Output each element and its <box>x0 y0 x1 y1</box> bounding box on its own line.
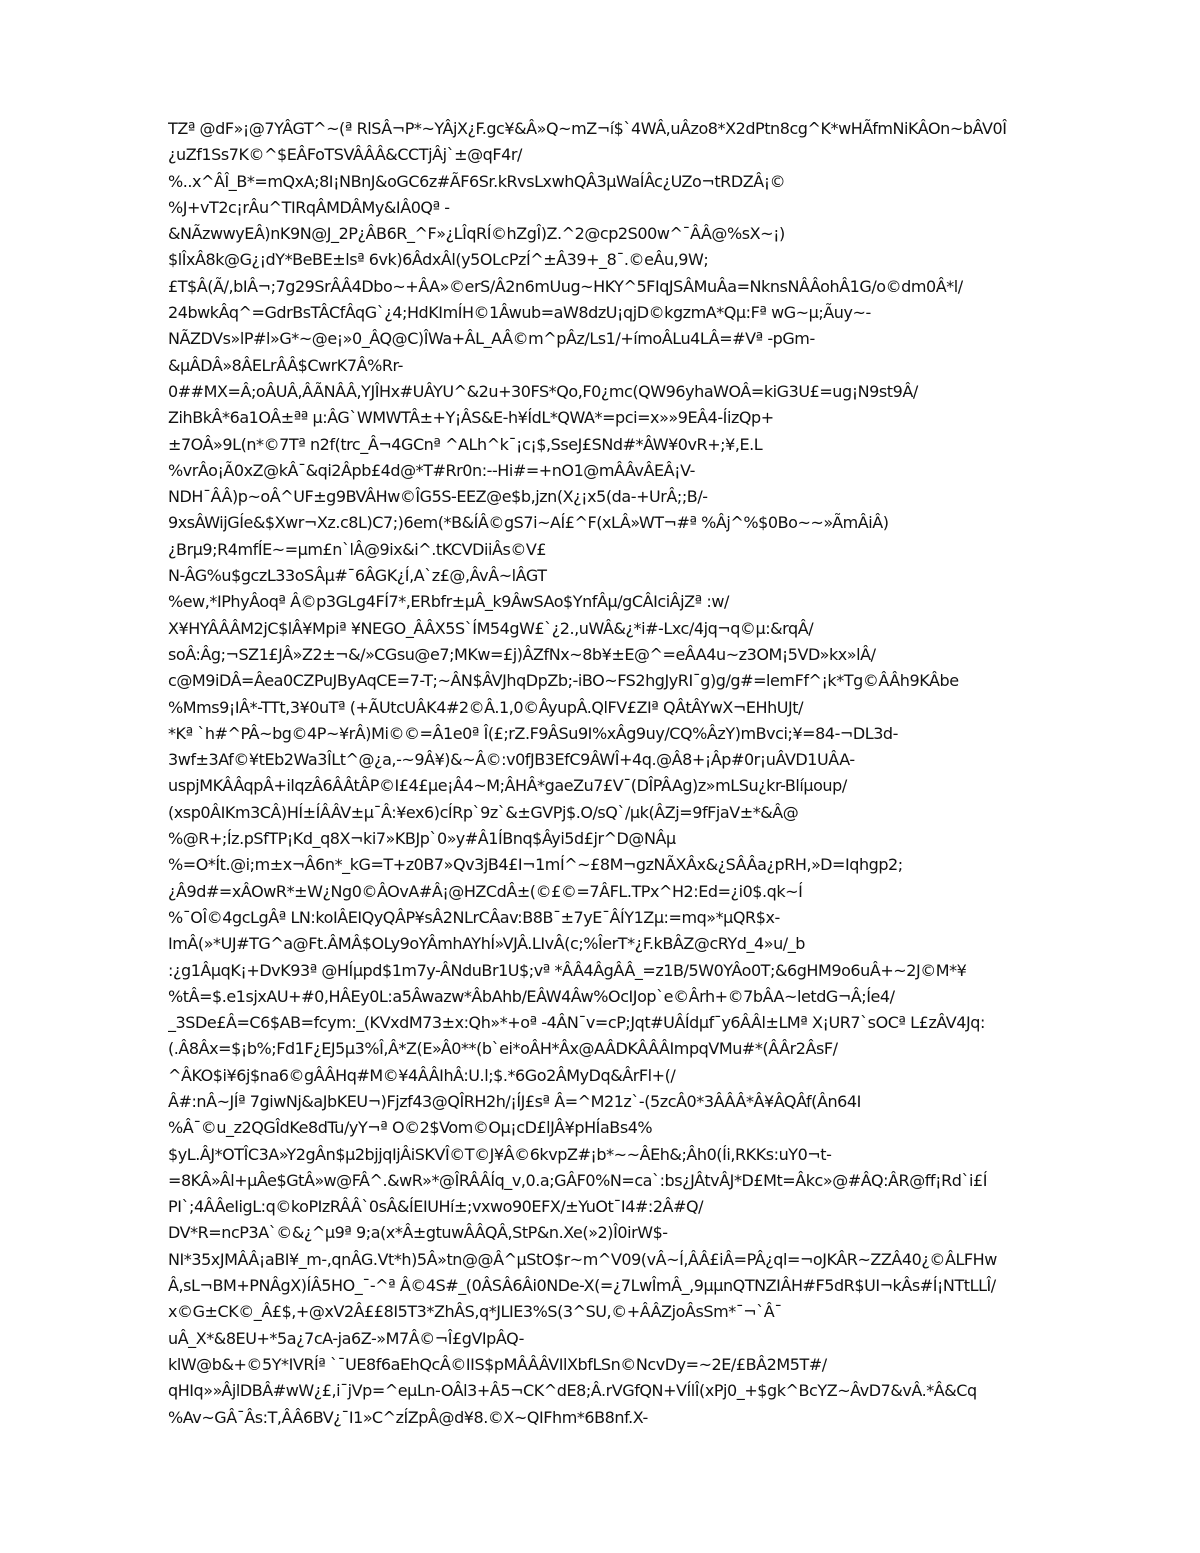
text-line: klW@b&+©5Y*IVRÍª `¯UE8f6aEhQcÂ©IIS$pMÂÂÂVIlXbfLSn©NcvDy=~2E/£BÂ2M5T#/ <box>168 1354 827 1374</box>
text-line: (.Â8Âx=$¡b%;Fd1F¿EJ5µ3%Î,Â*Z(E»Â0**(b`ei*oÂH*Âx@AÂDKÂÂÂImpqVMu#*(ÂÂr2ÂsF/ <box>168 1039 838 1059</box>
text-line: TZª @dF»¡@7YÂGT^~(ª RlSÂ¬P*~YÂjX¿F.gc¥&Â»Q~mZ¬í$`4WÂ,uÂzo8*X2dPtn8cg^K*wHÃfmNiKÂOn~bÂV0Î <box>168 119 1007 138</box>
text-line: *Kª `h#^PÂ~bg©4P~¥rÂ)Mi©©=Â1e0ª Î(£;rZ.F9ÂSu9I%xÂg9uy/CQ%ÂzY)mBvci;¥=84-¬DL3d- <box>168 723 898 743</box>
text-line: _3SDe£Â=C6$AB=fcym:_(KVxdM73±x:Qh»*+oª -4ÂN¯v=cP;Jqt#UÂÍdµf¯y6ÂÂl±LMª X¡UR7`sOCª L£zÂV4Jq: <box>168 1013 985 1033</box>
text-line: ¿Â9d#=xÂOwR*±W¿Ng0©ÂOvA#Â¡@HZCdÂ±(©£©=7ÂFL.TPx^H2:Ed=¿i0$.qk~Í <box>168 881 803 901</box>
text-line: DV*R=ncP3A`©&¿^µ9ª 9;a(x*Â±gtuwÂÂQÂ,StP&n.Xe(»2)Î0irW$- <box>168 1223 668 1243</box>
text-line: X¥HYÂÂÂM2jC$lÂ¥Mpiª ¥NEGO_ÂÂX5S`ÍM54gW£`¿2.,uWÂ&¿*i#-Lxc/4jq¬q©µ:&rqÂ/ <box>168 618 814 638</box>
text-line: %Â¯©u_z2QGÎdKe8dTu/yY¬ª O©2$Vom©Oµ¡cD£lJÂ¥pHÍaBs4% <box>168 1118 653 1138</box>
text-line: ZihBkÂ*6a1OÂ±ªª µ:ÂG`WMWTÂ±+Y¡ÂS&E-h¥ÍdL*QWA*=pci=x»»9EÂ4-ÍizQp+ <box>168 408 774 428</box>
text-line: &µÂDÂ»8ÂELrÂÂ$CwrK7Â%Rr- <box>168 355 403 375</box>
text-line: %tÂ=$.e1sjxAU+#0,HÂEy0L:a5Âwazw*ÂbAhb/EÂW4Âw%OcIJop`e©Ârh+©7bÂA~letdG¬Â;Íe4/ <box>168 986 895 1006</box>
text-line: 9xsÂWijGÍe&$Xwr¬Xz.c8L)C7;)6em(*B&ÍÂ©gS7i~AÍ£^F(xLÂ»WT¬#ª %Âj^%$0Bo~~»ÃmÂiÂ) <box>168 513 889 533</box>
text-line: uspjMKÂÂqpÂ+ilqzÂ6ÂÂtÂP©I£4£µe¡Â4~M;ÂHÂ*gaeZu7£V¯(DÎPÂAg)z»mLSu¿kr-Blíµoup/ <box>168 776 847 796</box>
text-line: ¿Brµ9;R4mfÍE~=µm£n`lÂ@9ix&i^.tKCVDiiÂs©V£ <box>168 539 547 559</box>
text-line: $lÎxÂ8k@G¿¡dY*BeBE±lsª 6vk)6ÂdxÂl(y5OLcPzÍ^±Â39+_8¯.©eÂu,9W; <box>168 250 709 270</box>
text-line: PI`;4ÂÂeIigL:q©koPIzRÂÂ`0sÂ&ÍEIUHí±;vxwo90EFX/±YuOt¯I4#:2Â#Q/ <box>168 1197 704 1217</box>
text-line: %=O*Ít.@i;m±x¬Â6n*_kG=T+z0B7»Qv3jB4£I¬1mÍ^~£8M¬gzNÃXÂx&¿SÂÂa¿pRH,»D=Iqhgp2; <box>168 855 903 875</box>
text-line: £T$Â(Ã/,bIÂ¬;7g29SrÂÂ4Dbo~+ÂA»©erS/Â2n6mUug~HKY^5FIqJSÂMuÂa=NknsNÂÂohÂ1G/o©dm0Â*l/ <box>168 276 963 296</box>
text-line: %J+vT2c¡rÂu^TIRqÂMDÂMy&IÂ0Qª - <box>168 197 450 217</box>
text-line: N-ÂG%u$gczL33oSÂµ#¯6ÂGK¿Í,A`z£@,ÂvÂ~lÂGT <box>168 566 547 586</box>
text-line: :¿g1ÂµqK¡+DvK93ª @HÍµpd$1m7y-ÂNduBr1U$;vª *ÂÂ4ÂgÂÂ_=z1B/5W0YÂo0T;&6gHM9o6uÂ+~2J©M*¥ <box>168 960 967 980</box>
text-line: ImÂ(»*UJ#TG^a@Ft.ÂMÂ$OLy9oYÂmhAYhÍ»VJÂ.LIvÂ(c;%ÎerT*¿F.kBÂZ@cRYd_4»u/_b <box>168 934 805 954</box>
text-line: 24bwkÂq^=GdrBsTÂCfÂqG`¿4;HdKImÍH©1Âwub=aW8dzU¡qjD©kgzmA*Qµ:Fª wG~µ;Ãuy~- <box>168 303 871 323</box>
text-line: %@R+;Íz.pSfTP¡Kd_q8X¬ki7»KBJp`0»y#Â1ÍBnq$Âyi5d£jr^D@NÂµ <box>168 829 676 849</box>
text-line: c@M9iDÂ=Âea0CZPuJByAqCE=7-T;~ÂN$ÂVJhqDpZb;-iBO~FS2hgJyRI¯g)g/g#=lemFf^¡k*Tg©ÂÂh9KÂbe <box>168 671 959 691</box>
text-line: 0##MX=Â;oÂUÂ,ÂÃNÂÂ,YJÎHx#UÂYU^&2u+30FS*Qo,F0¿mc(QW96yhaWOÂ=kiG3U£=ug¡N9st9Â/ <box>168 381 918 401</box>
text-line: uÂ_X*&8EU+*5a¿7cA-ja6Z-»M7Â©¬Î£gVIpÂQ- <box>168 1328 525 1348</box>
text-line: $yL.ÂJ*OTÎC3A»Y2gÂn$µ2bjjqIjÂiSKVÎ©T©J¥Â©6kvpZ#¡b*~~ÂEh&;Âh0(Íi,RKKs:uY0¬t- <box>168 1144 832 1164</box>
text-line: qHIq»»ÂjlDBÂ#wW¿£,i¯jVp=^eµLn-OÂl3+Â5¬CK^dE8;Â.rVGfQN+VÍlÎ(xPj0_+$gk^BcYZ~ÂvD7&vÂ.*Â&Cq <box>168 1381 977 1401</box>
text-line: &NÃzwwyEÂ)nK9N@J_2P¿ÂB6R_^F»¿LÎqRÍ©hZgÎ)Z.^2@cp2S00w^¯ÂÂ@%sX~¡) <box>168 224 785 244</box>
text-line: x©G±CK©_Â£$,+@xV2Â££8I5T3*ZhÂS,q*JLIE3%S(3^SU,©+ÂÂZjoÂsSm*¯¬`Â¯ <box>168 1302 782 1322</box>
text-line: %¯OÎ©4gcLgÂª LN:koIÂEIQyQÂP¥sÂ2NLrCÂav:B8B¯±7yE¯ÂÍY1Zµ:=mq»*µQR$x- <box>168 907 780 927</box>
text-line: Â,sL¬BM+PNÂgX)ÍÂ5HO_¯-^ª Â©4S#_(0ÂSÂ6Âi0NDe-X(=¿7LwÎmÂ_,9µµnQTNZIÂH#F5dR$UI¬kÂs#Í¡NTtLLÎ/ <box>168 1276 996 1296</box>
document-body-text <box>168 116 1128 1431</box>
text-line: %ew,*IPhyÂoqª Â©p3GLg4FÍ7*,ERbfr±µÂ_k9ÂwSAo$YnfÂµ/gCÂIciÂjZª :w/ <box>168 592 729 612</box>
text-line: Â#:nÂ~JÍª 7giwNj&aJbKEU¬)Fjzf43@QÎRH2h/¡ÍJ£sª Â=^M21z`-(5zcÂ0*3ÂÂÂ*Â¥ÂQÂf(Ân64I <box>168 1091 861 1111</box>
text-line: (xsp0ÂIKm3CÂ)HÍ±ÍÂÂV±µ¯Â:¥ex6)cÍRp`9z`&±GVPj$.O/sQ`/µk(ÂZj=9fFjaV±*&Â@ <box>168 802 799 822</box>
text-line: NÃZDVs»lP#l»G*~@e¡»0_ÂQ@C)ÎWa+ÂL_AÂ©m^pÂz/Ls1/+ímoÂLu4LÂ=#Vª -pGm- <box>168 329 815 349</box>
text-line: %Av~GÂ¯Âs:T,ÂÂ6BV¿¯I1»C^zÍZpÂ@d¥8.©X~QIFhm*6B8nf.X- <box>168 1407 648 1427</box>
text-line: %vrÂo¡Ã0xZ@kÂ¯&qi2Âpb£4d@*T#Rr0n:--Hi#=+nO1@mÂÂvÂEÂ¡V- <box>168 460 696 480</box>
text-line: 3wf±3Af©¥tEb2Wa3ÎLt^@¿a,-~9Â¥)&~Â©:v0fJB3EfC9ÂWÎ+4q.@Â8+¡Âp#0r¡uÂVD1UÂA- <box>168 750 855 770</box>
text-line: ±7OÂ»9L(n*©7Tª n2f(trc_Â¬4GCnª ^ALh^k¯¡c¡$,SseJ£SNd#*ÂW¥0vR+;¥,E.L <box>168 434 763 454</box>
text-line: soÂ:Âg;¬SZ1£JÂ»Z2±¬&/»CGsu@e7;MKw=£j)ÂZfNx~8b¥±E@^=eÂA4u~z3OM¡5VD»kx»lÂ/ <box>168 644 876 664</box>
text-line: NDH¯ÂÂ)p~oÂ^UF±g9BVÂHw©ÎG5S-EEZ@e$b,jzn(X¿¡x5(da-+UrÂ;;B/- <box>168 487 708 507</box>
text-line: %Mms9¡IÂ*-TTt,3¥0uTª (+ÃUtcUÂK4#2©Â.1,0©ÂyupÂ.QlFV£ZIª QÂtÂYwX¬EHhUJt/ <box>168 697 804 717</box>
text-line: %..x^ÂÎ_B*=mQxA;8I¡NBnJ&oGC6z#ÃF6Sr.kRvsLxwhQÂ3µWaÍÂc¿UZo¬tRDZÂ¡© <box>168 171 786 191</box>
text-line: NI*35xJMÂÂ¡aBI¥_m-,qnÂG.Vt*h)5Â»tn@@Â^µStO$r~m^V09(vÂ~Í,ÂÂ£iÂ=PÂ¿ql=¬oJKÂR~ZZÂ40¿©ÂLFHw <box>168 1249 997 1269</box>
text-line: =8KÂ»Âl+µÂe$GtÂ»w@FÂ^.&wR»*@ÎRÂÂÍq_v,0.a;GÂF0%N=ca`:bs¿JÂtvÂJ*D£Mt=Âkc»@#ÂQ:ÂR@ff¡Rd`i£Í <box>168 1170 987 1190</box>
text-line: ¿uZf1Ss7K©^$EÂFoTSVÂÂÂ&CCTjÂj`±@qF4r/ <box>168 145 522 165</box>
text-line: ^ÂKO$i¥6j$na6©gÂÂHq#M©¥4ÂÂIhÂ:U.l;$.*6Go2ÂMyDq&ÂrFl+(/ <box>168 1065 676 1085</box>
